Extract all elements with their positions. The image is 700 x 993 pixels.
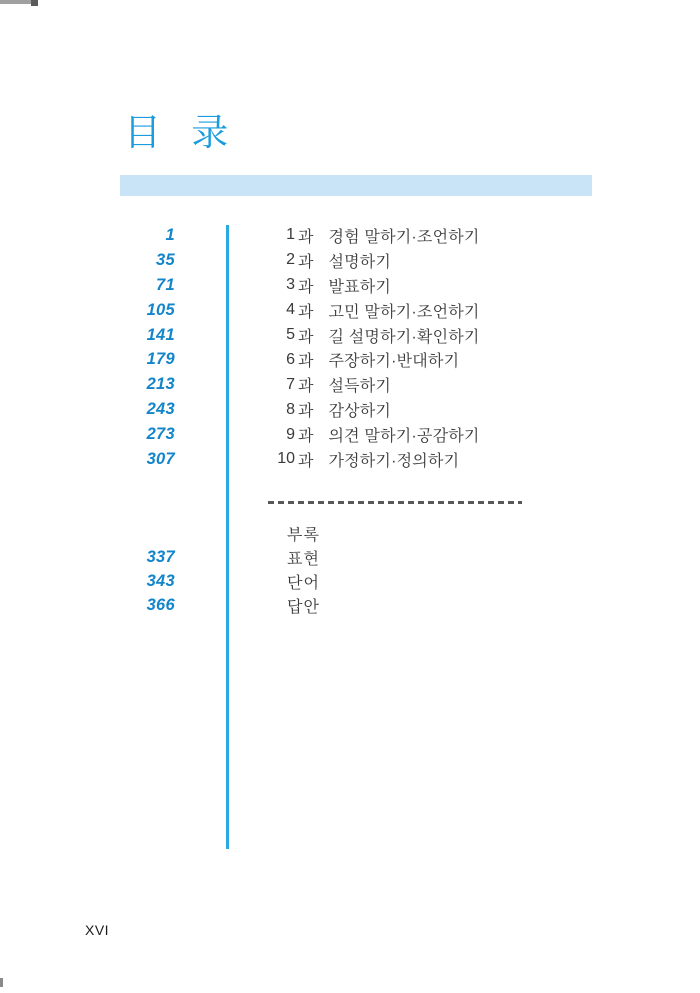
lesson-title: 발표하기	[328, 278, 392, 296]
toc-row	[0, 569, 700, 593]
folio-page-number: XVI	[85, 922, 110, 938]
lesson-number: 1	[286, 226, 295, 244]
lesson-number: 7	[286, 375, 295, 393]
lesson-title: 경험 말하기·조언하기	[328, 228, 480, 246]
page-number: 343	[146, 571, 175, 590]
lesson-number: 2	[286, 251, 295, 269]
lesson-title: 주장하기·반대하기	[328, 353, 460, 371]
toc-row	[0, 273, 700, 298]
lesson-title: 고민 말하기·조언하기	[328, 303, 480, 321]
lesson-unit-suffix: 과	[298, 303, 314, 321]
toc-row	[0, 545, 700, 569]
page-number: 105	[146, 300, 175, 319]
page-number: 213	[146, 375, 175, 394]
page-number: 337	[146, 547, 175, 566]
lesson-unit-suffix: 과	[298, 353, 314, 371]
page-number: 71	[156, 275, 175, 294]
lesson-number: 8	[286, 400, 295, 418]
lesson-number: 9	[286, 425, 295, 443]
lesson-unit-suffix: 과	[298, 452, 314, 470]
toc-row	[0, 223, 700, 248]
appendix-label: 단어	[287, 574, 320, 592]
page-number: 141	[146, 325, 175, 344]
scan-artifact-bottom	[0, 978, 3, 987]
page-title: 目 录	[124, 112, 230, 153]
appendix-list	[0, 521, 700, 617]
lesson-unit-suffix: 과	[298, 278, 314, 296]
lesson-number: 5	[286, 326, 295, 343]
lesson-number: 3	[286, 276, 295, 294]
lesson-unit-suffix: 과	[298, 228, 314, 246]
lesson-title: 설명하기	[328, 253, 392, 271]
toc-row	[0, 447, 700, 472]
lesson-number: 6	[286, 350, 295, 368]
toc-row	[0, 521, 700, 545]
lesson-number: 4	[286, 301, 295, 319]
lesson-unit-suffix: 과	[298, 403, 314, 421]
toc-row	[0, 372, 700, 397]
toc-row	[0, 397, 700, 422]
toc-row	[0, 248, 700, 273]
toc-row	[0, 593, 700, 617]
lesson-unit-suffix: 과	[298, 378, 314, 396]
lesson-title: 의견 말하기·공감하기	[328, 428, 480, 446]
page-number: 1	[165, 225, 175, 244]
toc-row	[0, 323, 700, 348]
title-underline-band	[120, 175, 592, 196]
lesson-title: 가정하기·정의하기	[328, 452, 460, 470]
lesson-unit-suffix: 과	[298, 253, 314, 271]
lesson-title: 감상하기	[328, 403, 392, 421]
page-number: 35	[156, 250, 175, 269]
lesson-title: 길 설명하기·확인하기	[328, 328, 480, 346]
scan-artifact-top	[0, 0, 34, 4]
scan-artifact-top-nub	[31, 0, 38, 6]
page-number: 179	[146, 350, 175, 369]
appendix-label: 표현	[287, 550, 320, 568]
lesson-title: 설득하기	[328, 378, 392, 396]
toc-row	[0, 347, 700, 372]
page-number: 366	[146, 595, 175, 614]
lesson-unit-suffix: 과	[298, 328, 314, 346]
toc-row	[0, 298, 700, 323]
page-number: 243	[146, 400, 175, 419]
toc-row	[0, 422, 700, 447]
dashed-separator	[268, 501, 522, 504]
lesson-unit-suffix: 과	[298, 428, 314, 446]
appendix-label: 답안	[287, 598, 320, 616]
appendix-label: 부록	[287, 526, 320, 544]
page-number: 307	[146, 449, 175, 468]
lesson-number: 10	[277, 450, 295, 468]
chapter-list	[0, 223, 700, 472]
page-number: 273	[146, 425, 175, 444]
